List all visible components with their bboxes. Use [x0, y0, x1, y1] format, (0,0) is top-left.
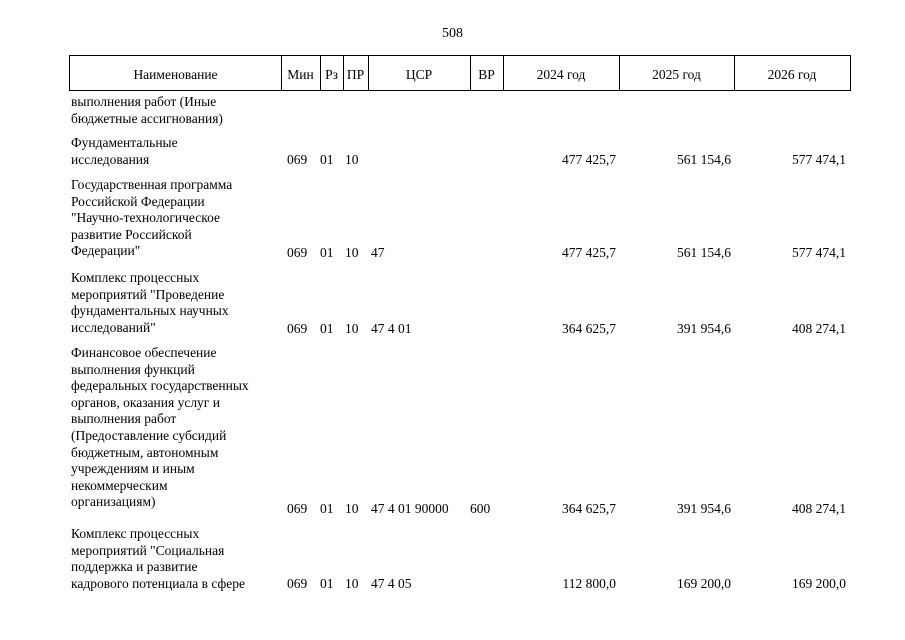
cell-min: 069	[287, 321, 308, 336]
cell-2024: 477 425,7	[562, 245, 616, 260]
row-name-line: федеральных государственных	[71, 378, 249, 394]
row-name-line: выполнения работ	[71, 411, 177, 427]
row-name-line: исследования	[71, 151, 150, 167]
row-name-line: кадрового потенциала в сфере	[71, 575, 246, 591]
row-name-line: выполнения работ (Иные	[71, 94, 217, 109]
cell-min: 069	[287, 576, 308, 591]
cell-2024: 364 625,7	[562, 501, 616, 516]
row-name-line: учреждениям и иным	[71, 461, 195, 477]
row-name-line: Российской Федерации	[71, 193, 205, 209]
row-name	[71, 177, 277, 260]
row-name-line: (Предоставление субсидий	[71, 427, 227, 443]
cell-2024: 477 425,7	[562, 152, 616, 167]
header-vr: ВР	[478, 67, 495, 82]
row-name-line: мероприятий "Социальная	[71, 542, 225, 558]
row-name-line: "Научно-технологическое	[71, 210, 220, 226]
header-min: Мин	[287, 67, 314, 82]
cell-pr: 10	[345, 245, 359, 260]
cell-pr: 10	[345, 576, 359, 591]
row-name-line: развитие Российской	[71, 226, 192, 242]
cell-min: 069	[287, 245, 308, 260]
cell-pr: 10	[345, 501, 359, 516]
row-name-line: бюджетным, автономным	[71, 444, 219, 460]
row-name-line: Комплекс процессных	[71, 526, 200, 541]
row-name-line: исследований"	[71, 319, 156, 335]
row-name	[71, 345, 277, 511]
cell-2026: 169 200,0	[792, 576, 846, 591]
page-number: 508	[442, 26, 463, 41]
cell-2025: 391 954,6	[677, 321, 731, 336]
cell-pr: 10	[345, 152, 359, 167]
row-name-line: Государственная программа	[71, 177, 233, 192]
cell-vr: 600	[470, 501, 491, 516]
header-name: Наименование	[133, 67, 218, 82]
row-name-line: организациям)	[71, 494, 156, 510]
row-name	[71, 135, 277, 168]
row-name-line: бюджетные ассигнования)	[71, 110, 223, 126]
cell-csr: 47 4 05	[371, 576, 412, 591]
cell-pr: 10	[345, 321, 359, 336]
row-name-line: поддержка и развитие	[71, 559, 198, 575]
row-name-line: Фундаментальные	[71, 135, 178, 150]
cell-rz: 01	[320, 245, 334, 260]
row-name-line: Финансовое обеспечение	[71, 345, 217, 360]
table-header	[69, 55, 851, 91]
cell-2026: 577 474,1	[792, 245, 846, 260]
row-name-line: выполнения функций	[71, 361, 195, 377]
cell-2026: 408 274,1	[792, 321, 846, 336]
cell-min: 069	[287, 501, 308, 516]
row-name	[71, 526, 277, 592]
cell-rz: 01	[320, 152, 334, 167]
row-name-line: некоммерческим	[71, 477, 168, 493]
row-name-line: Федерации"	[71, 243, 141, 259]
cell-2024: 112 800,0	[562, 576, 616, 591]
row-name-line: органов, оказания услуг и	[71, 394, 220, 410]
cell-rz: 01	[320, 321, 334, 336]
cell-rz: 01	[320, 576, 334, 591]
row-name-line: мероприятий "Проведение	[71, 286, 225, 302]
header-csr: ЦСР	[405, 67, 433, 82]
cell-min: 069	[287, 152, 308, 167]
cell-csr: 47	[371, 245, 385, 260]
cell-2025: 391 954,6	[677, 501, 731, 516]
cell-csr: 47 4 01	[371, 321, 412, 336]
cell-2024: 364 625,7	[562, 321, 616, 336]
header-2026: 2026 год	[767, 67, 817, 82]
cell-2026: 408 274,1	[792, 501, 846, 516]
cell-csr: 47 4 01 90000	[371, 501, 449, 516]
row-name-line: фундаментальных научных	[71, 303, 229, 319]
header-pr: ПР	[346, 67, 365, 82]
cell-2025: 561 154,6	[677, 245, 731, 260]
row-name	[71, 94, 277, 127]
cell-2025: 169 200,0	[677, 576, 731, 591]
header-rz: Рз	[325, 67, 338, 82]
row-name-line: Комплекс процессных	[71, 270, 200, 285]
cell-2026: 577 474,1	[792, 152, 846, 167]
row-name	[71, 270, 277, 336]
header-2024: 2024 год	[536, 67, 586, 82]
header-2025: 2025 год	[652, 67, 701, 82]
cell-2025: 561 154,6	[677, 152, 731, 167]
cell-rz: 01	[320, 501, 334, 516]
